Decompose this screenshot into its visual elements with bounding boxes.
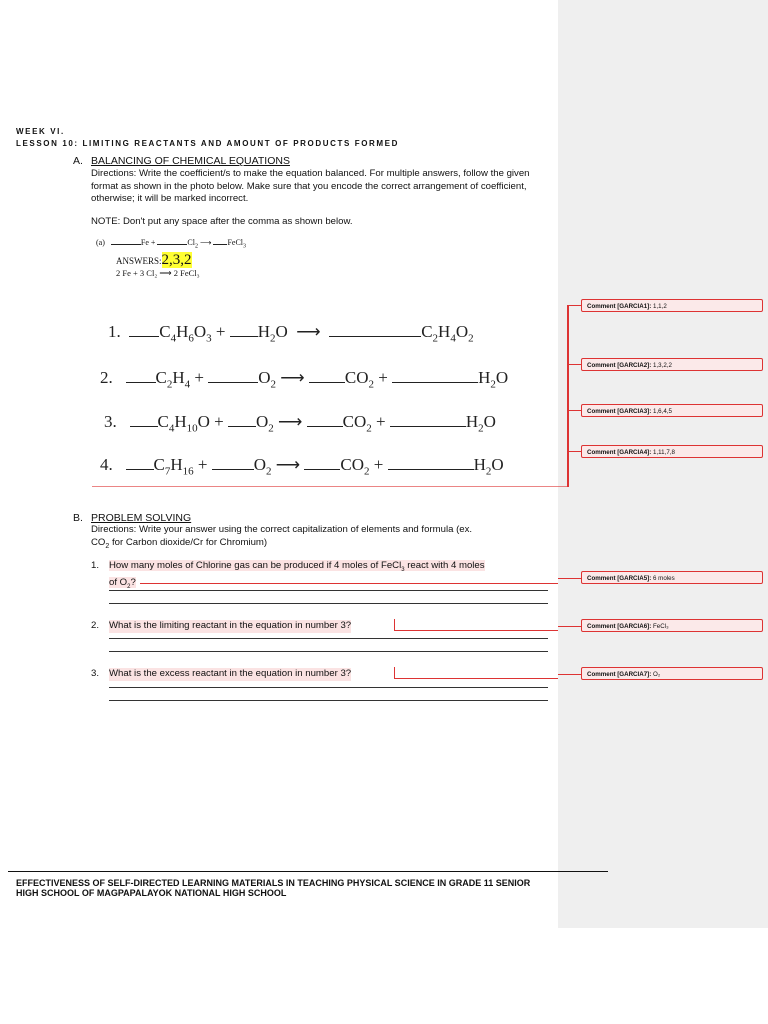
week-heading: WEEK VI.	[16, 127, 65, 136]
comment-garcia4[interactable]: Comment [GARCIA4]: 1,11,7,8	[581, 445, 763, 458]
comment-connector	[567, 364, 581, 365]
comment-anchor-line	[92, 486, 568, 487]
footer	[16, 878, 530, 898]
equation-3: 3. $C_4H_{10}O + O_2$ ⟶ $CO_2 + H_2O$	[104, 412, 496, 435]
question-1-number: 1.	[91, 560, 100, 571]
comment-connector	[567, 451, 581, 452]
comment-connector	[140, 583, 558, 584]
section-b-title: PROBLEM SOLVING	[91, 512, 192, 524]
section-b-letter: B.	[73, 512, 83, 524]
question-3-number: 3.	[91, 668, 100, 679]
footer-divider	[8, 871, 608, 872]
answer-line[interactable]	[109, 590, 548, 591]
comment-bracket	[567, 305, 569, 487]
comment-garcia7[interactable]: Comment [GARCIA7]: O₂	[581, 667, 763, 680]
comment-garcia5[interactable]: Comment [GARCIA5]: 6 moles	[581, 571, 763, 584]
answer-line[interactable]	[109, 651, 548, 652]
section-b-directions: Directions: Write your answer using the correct capitalization of elements and formula (ex. $CO_2$ for Carbon dioxide/Cr for Chromium)	[91, 524, 473, 550]
lesson-heading: LESSON 10: LIMITING REACTANTS AND AMOUNT OF PRODUCTS FORMED	[16, 139, 399, 148]
comment-connector	[558, 674, 581, 675]
comment-connector	[567, 410, 581, 411]
footer-line-1: EFFECTIVENESS OF SELF-DIRECTED LEARNING MATERIALS IN TEACHING PHYSICAL SCIENCE IN GRADE 11 SENIOR	[16, 878, 531, 888]
example-answers: ANSWERS:2,3,2	[116, 252, 192, 268]
comment-connector	[558, 626, 581, 627]
comment-garcia2[interactable]: Comment [GARCIA2]: 1,3,2,2	[581, 358, 763, 371]
comment-connector	[394, 678, 558, 679]
example-answers-value: 2,3,2	[161, 252, 192, 268]
section-a-letter: A.	[73, 155, 83, 167]
question-3-text: What is the excess reactant in the equation in number 3?	[109, 668, 352, 679]
example-equation: (a) $Fe + Cl_2$ ⟶ FeCl$_3$	[96, 238, 246, 250]
comment-garcia1[interactable]: Comment [GARCIA1]: 1,1,2	[581, 299, 763, 312]
equation-1: 1. $C_4H_6O_3 + H_2O$ ⟶ $C_2H_4O_2$	[108, 322, 474, 345]
comment-connector	[394, 630, 558, 631]
section-a-directions: Directions: Write the coefficient/s to make the equation balanced. For multiple answers, follow the given format as shown in the photo below. Make sure that you encode the correct arrangement of coefficient, otherwise; it will be marked incorrect.	[91, 168, 530, 205]
example-balanced: 2 Fe + 3 Cl₂ ⟶ 2 FeCl₃	[116, 268, 200, 278]
footer-line-2: HIGH SCHOOL OF MAGPAPALAYOK NATIONAL HIGH SCHOOL	[16, 888, 287, 898]
comment-connector	[567, 305, 581, 306]
comment-garcia3[interactable]: Comment [GARCIA3]: 1,6,4,5	[581, 404, 763, 417]
answer-line[interactable]	[109, 687, 548, 688]
section-a-title: BALANCING OF CHEMICAL EQUATIONS	[91, 155, 290, 167]
comment-garcia6[interactable]: Comment [GARCIA6]: FeCl₃	[581, 619, 763, 632]
question-1-text: How many moles of Chlorine gas can be produced if 4 moles of FeCl$_3$ react with 4 moles of $O_2$?	[109, 560, 485, 590]
section-a-note: NOTE: Don't put any space after the comma as shown below.	[91, 216, 353, 227]
answer-line[interactable]	[109, 603, 548, 604]
equation-4: 4. $C_7H_{16} + O_2$ ⟶ $CO_2 + H_2O$	[100, 455, 504, 478]
answer-line[interactable]	[109, 700, 548, 701]
equation-2: 2. $C_2H_4 + O_2$ ⟶ $CO_2 + H_2O$	[100, 368, 509, 391]
question-2-number: 2.	[91, 620, 100, 631]
question-2-text: What is the limiting reactant in the equation in number 3?	[109, 620, 352, 631]
answer-line[interactable]	[109, 638, 548, 639]
comment-margin-pane	[558, 0, 768, 928]
comment-connector	[558, 578, 581, 579]
